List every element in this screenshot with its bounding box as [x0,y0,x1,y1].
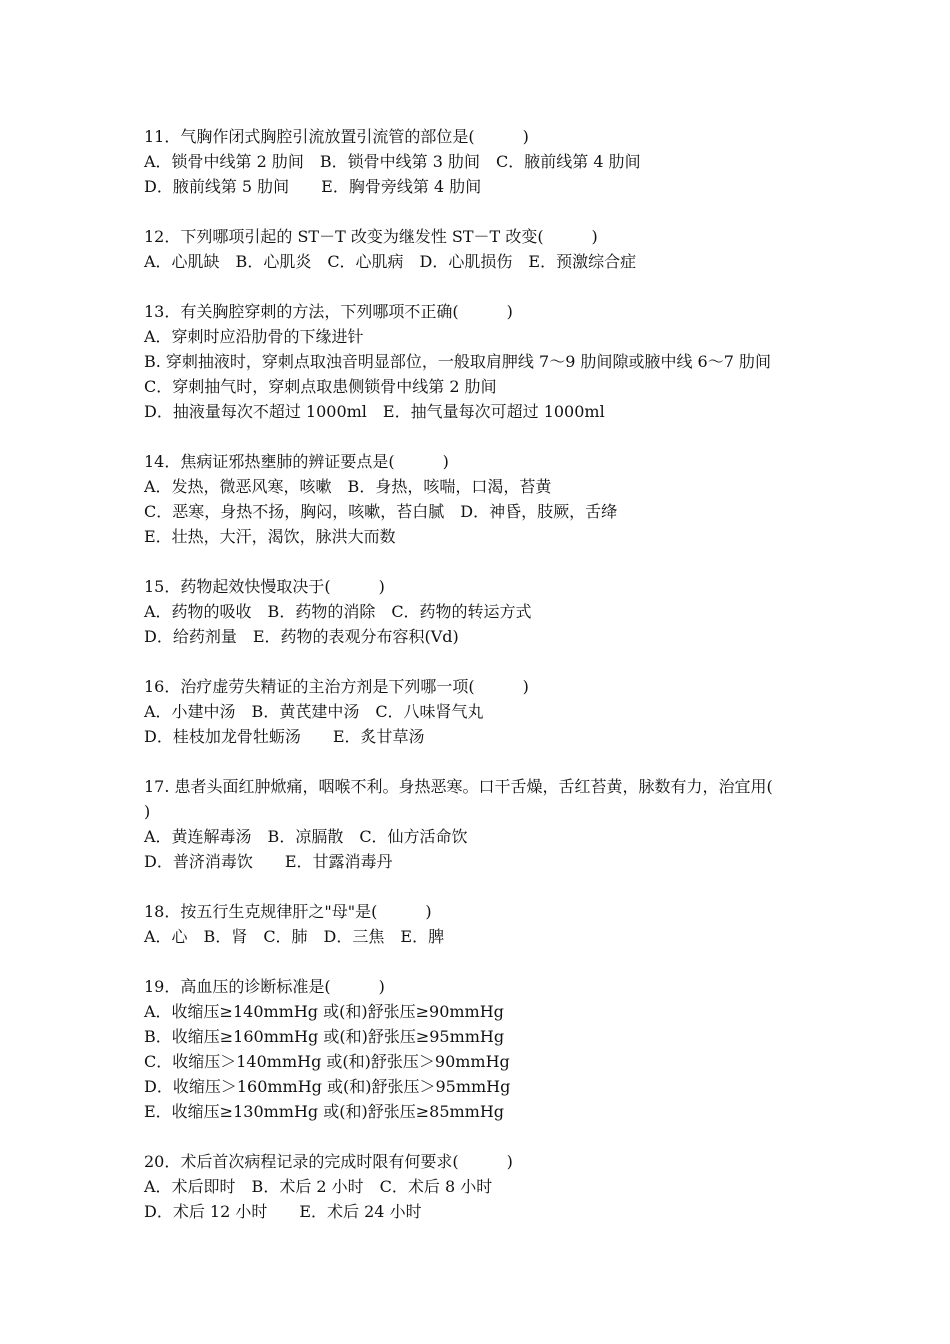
question-option-line: A．术后即时 B．术后 2 小时 C．术后 8 小时 [144,1177,493,1196]
question-option-line: D．术后 12 小时 E．术后 24 小时 [144,1202,422,1221]
question-stem: 11．气胸作闭式胸腔引流放置引流管的部位是( ) [144,127,529,146]
question-block [144,574,824,649]
question-stem: 12．下列哪项引起的 ST－T 改变为继发性 ST－T 改变( ) [144,227,598,246]
question-option-line: A．小建中汤 B．黄芪建中汤 C．八味肾气丸 [144,702,484,721]
question-option-line: A．黄连解毒汤 B．凉膈散 C．仙方活命饮 [144,827,468,846]
question-option-line: E．收缩压≥130mmHg 或(和)舒张压≥85mmHg [144,1102,505,1121]
question-stem: 20．术后首次病程记录的完成时限有何要求( ) [144,1152,513,1171]
question-option-line: A．收缩压≥140mmHg 或(和)舒张压≥90mmHg [144,1002,504,1021]
question-stem: 13．有关胸腔穿刺的方法，下列哪项不正确( ) [144,302,513,321]
question-option-line: C．穿刺抽气时，穿刺点取患侧锁骨中线第 2 肋间 [144,377,497,396]
question-block [144,674,824,749]
question-list [144,124,824,1249]
question-block [144,449,824,549]
question-block [144,124,824,199]
question-option-line: D．给药剂量 E．药物的表观分布容积(Vd) [144,627,459,646]
question-option-line: B．收缩压≥160mmHg 或(和)舒张压≥95mmHg [144,1027,505,1046]
question-block [144,224,824,274]
question-option-line: D．普济消毒饮 E．甘露消毒丹 [144,852,393,871]
question-block [144,899,824,949]
question-option-line: A．心肌缺 B．心肌炎 C．心肌病 D．心肌损伤 E．预激综合症 [144,252,637,271]
question-option-line: A．发热，微恶风寒，咳嗽 B．身热，咳喘，口渴，苔黄 [144,477,552,496]
question-option-line: B. 穿刺抽液时，穿刺点取浊音明显部位，一般取肩胛线 7～9 肋间隙或腋中线 6～7 肋间 [144,352,771,371]
question-option-line: D．腋前线第 5 肋间 E．胸骨旁线第 4 肋间 [144,177,482,196]
question-option-line: E．壮热，大汗，渴饮，脉洪大而数 [144,527,396,546]
question-block [144,299,824,424]
question-option-line: D．桂枝加龙骨牡蛎汤 E．炙甘草汤 [144,727,425,746]
question-option-line: C．恶寒，身热不扬，胸闷，咳嗽，苔白腻 D．神昏，肢厥，舌绛 [144,502,618,521]
question-stem: 15．药物起效快慢取决于( ) [144,577,385,596]
question-stem: 17. 患者头面红肿焮痛，咽喉不利。身热恶寒。口干舌燥，舌红苔黄，脉数有力，治宜用( [144,777,773,796]
question-block [144,974,824,1124]
question-option-line: D．收缩压＞160mmHg 或(和)舒张压＞95mmHg [144,1077,511,1096]
question-option-line: A．心 B．肾 C．肺 D．三焦 E．脾 [144,927,445,946]
question-stem: 14．焦病证邪热壅肺的辨证要点是( ) [144,452,449,471]
question-block [144,1149,824,1224]
question-stem: 16．治疗虚劳失精证的主治方剂是下列哪一项( ) [144,677,529,696]
question-option-line: A．穿刺时应沿肋骨的下缘进针 [144,327,364,346]
question-stem: 19．高血压的诊断标准是( ) [144,977,385,996]
question-option-line: D．抽液量每次不超过 1000ml E．抽气量每次可超过 1000ml [144,402,605,421]
question-option-line: ) [144,802,151,821]
question-stem: 18．按五行生克规律肝之"母"是( ) [144,902,432,921]
question-option-line: C．收缩压＞140mmHg 或(和)舒张压＞90mmHg [144,1052,510,1071]
question-block [144,774,824,874]
question-option-line: A．药物的吸收 B．药物的消除 C．药物的转运方式 [144,602,532,621]
question-option-line: A．锁骨中线第 2 肋间 B．锁骨中线第 3 肋间 C．腋前线第 4 肋间 [144,152,641,171]
